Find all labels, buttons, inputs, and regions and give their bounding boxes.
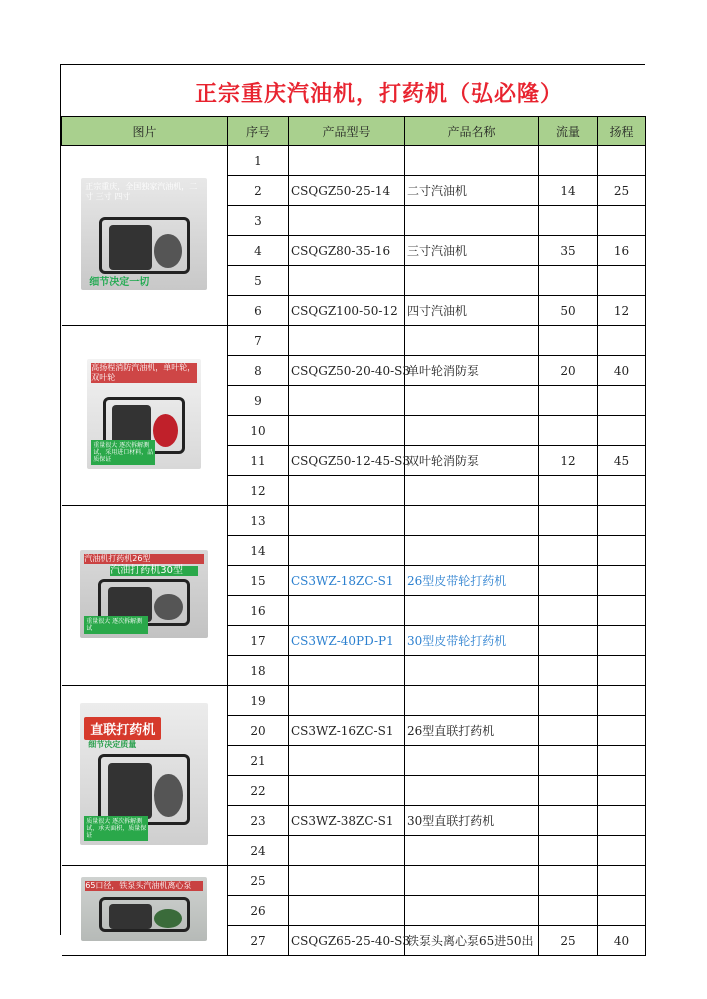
row-number: 26: [228, 896, 289, 926]
row-number: 5: [228, 266, 289, 296]
col-header-image: 图片: [62, 117, 228, 146]
row-number: 23: [228, 806, 289, 836]
product-model: CSQGZ50-12-45-S3: [289, 446, 405, 476]
head-value: [598, 866, 646, 896]
product-name: 单叶轮消防泵: [405, 356, 539, 386]
engine-shape: [108, 763, 152, 820]
product-name: [405, 326, 539, 356]
row-number: 22: [228, 776, 289, 806]
flow-value: [539, 206, 598, 236]
flow-value: [539, 836, 598, 866]
product-model: CS3WZ-16ZC-S1: [289, 716, 405, 746]
head-value: [598, 626, 646, 656]
product-name: 铁泵头离心泵65进50出: [405, 926, 539, 956]
engine-shape: [109, 225, 152, 270]
table-row: [62, 506, 646, 536]
image-footnote: 重量很大 逐次拆解测试: [84, 616, 148, 634]
row-number: 12: [228, 476, 289, 506]
row-number: 6: [228, 296, 289, 326]
product-name: [405, 506, 539, 536]
product-model: [289, 266, 405, 296]
head-value: [598, 656, 646, 686]
head-value: [598, 506, 646, 536]
image-caption: 直联打药机: [84, 717, 161, 740]
pump-head-shape: [154, 774, 182, 817]
product-name: 二寸汽油机: [405, 176, 539, 206]
product-photo: [80, 703, 208, 845]
product-photo: [81, 877, 207, 941]
row-number: 11: [228, 446, 289, 476]
flow-value: 25: [539, 926, 598, 956]
product-model: [289, 386, 405, 416]
image-subcaption: 汽油打药机30型: [110, 566, 198, 576]
product-image-cell: [62, 146, 228, 326]
head-value: [598, 746, 646, 776]
product-model: CSQGZ50-20-40-S3: [289, 356, 405, 386]
product-name: 26型直联打药机: [405, 716, 539, 746]
product-model: [289, 776, 405, 806]
head-value: [598, 416, 646, 446]
row-number: 10: [228, 416, 289, 446]
product-photo: [81, 178, 207, 290]
product-name: [405, 686, 539, 716]
title-row: [61, 65, 645, 117]
pump-head-shape: [154, 234, 182, 268]
col-header-model: 产品型号: [289, 117, 405, 146]
image-tagline: 细节决定质量: [88, 740, 137, 749]
table-row: [62, 686, 646, 716]
table-row: [62, 866, 646, 896]
flow-value: [539, 626, 598, 656]
pump-head-shape: [154, 594, 182, 620]
flow-value: [539, 596, 598, 626]
product-photo: [87, 359, 201, 469]
product-name: 26型皮带轮打药机: [405, 566, 539, 596]
head-value: 12: [598, 296, 646, 326]
flow-value: [539, 386, 598, 416]
row-number: 25: [228, 866, 289, 896]
table-row: [62, 146, 646, 176]
row-number: 2: [228, 176, 289, 206]
head-value: [598, 716, 646, 746]
head-value: [598, 836, 646, 866]
product-model: CSQGZ65-25-40-S3: [289, 926, 405, 956]
flow-value: [539, 326, 598, 356]
product-model: CSQGZ80-35-16: [289, 236, 405, 266]
flow-value: 50: [539, 296, 598, 326]
row-number: 18: [228, 656, 289, 686]
col-header-name: 产品名称: [405, 117, 539, 146]
row-number: 16: [228, 596, 289, 626]
product-model: [289, 536, 405, 566]
product-model: [289, 416, 405, 446]
product-name: [405, 776, 539, 806]
product-name: [405, 476, 539, 506]
image-caption: 汽油机打药机26型: [84, 554, 204, 564]
flow-value: [539, 866, 598, 896]
product-model: [289, 596, 405, 626]
row-number: 21: [228, 746, 289, 776]
image-footnote: 重量很大 逐次拆解测试，采用进口材料，品质保证: [93, 442, 154, 463]
head-value: [598, 386, 646, 416]
product-name: [405, 536, 539, 566]
flow-value: [539, 656, 598, 686]
flow-value: 20: [539, 356, 598, 386]
head-value: [598, 566, 646, 596]
product-model: [289, 866, 405, 896]
product-model: [289, 506, 405, 536]
head-value: [598, 206, 646, 236]
row-number: 19: [228, 686, 289, 716]
flow-value: [539, 266, 598, 296]
product-name: 双叶轮消防泵: [405, 446, 539, 476]
product-name: [405, 896, 539, 926]
product-image-cell: [62, 866, 228, 956]
product-name: [405, 836, 539, 866]
head-value: [598, 146, 646, 176]
flow-value: [539, 506, 598, 536]
product-name: [405, 146, 539, 176]
head-value: 25: [598, 176, 646, 206]
product-model: [289, 836, 405, 866]
flow-value: [539, 776, 598, 806]
product-model: CSQGZ50-25-14: [289, 176, 405, 206]
head-value: [598, 536, 646, 566]
row-number: 14: [228, 536, 289, 566]
product-model: [289, 686, 405, 716]
flow-value: 12: [539, 446, 598, 476]
image-caption: 65口径，铁泵头汽油机离心泵: [85, 881, 203, 891]
row-number: 4: [228, 236, 289, 266]
product-image-cell: [62, 326, 228, 506]
col-header-head: 扬程: [598, 117, 646, 146]
head-value: [598, 326, 646, 356]
head-value: 40: [598, 356, 646, 386]
head-value: [598, 896, 646, 926]
head-value: 16: [598, 236, 646, 266]
col-header-no: 序号: [228, 117, 289, 146]
product-name: [405, 386, 539, 416]
head-value: [598, 476, 646, 506]
product-model: [289, 476, 405, 506]
product-model: CS3WZ-40PD-P1: [289, 626, 405, 656]
row-number: 15: [228, 566, 289, 596]
head-value: [598, 596, 646, 626]
head-value: [598, 266, 646, 296]
product-name: [405, 746, 539, 776]
product-photo: [80, 550, 208, 638]
row-number: 8: [228, 356, 289, 386]
row-number: 1: [228, 146, 289, 176]
page-title: 正宗重庆汽油机，打药机（弘必隆）: [195, 82, 564, 107]
image-tagline: 细节决定一切: [89, 277, 150, 288]
image-caption: 高扬程消防汽油机，单叶轮，双叶轮: [91, 363, 196, 382]
image-caption: 正宗重庆，全国独家汽油机，二寸 三寸 四寸: [85, 182, 198, 201]
head-value: [598, 776, 646, 806]
product-name: [405, 596, 539, 626]
product-name: 三寸汽油机: [405, 236, 539, 266]
flow-value: 35: [539, 236, 598, 266]
head-value: 45: [598, 446, 646, 476]
product-name: [405, 656, 539, 686]
product-image-cell: [62, 506, 228, 686]
flow-value: 14: [539, 176, 598, 206]
row-number: 20: [228, 716, 289, 746]
product-name: [405, 266, 539, 296]
row-number: 24: [228, 836, 289, 866]
product-model: [289, 326, 405, 356]
engine-shape: [109, 904, 152, 930]
head-value: [598, 806, 646, 836]
row-number: 17: [228, 626, 289, 656]
product-model: CSQGZ100-50-12: [289, 296, 405, 326]
row-number: 3: [228, 206, 289, 236]
head-value: 40: [598, 926, 646, 956]
image-footnote: 质量很大 逐次拆解测试，承天面积，质量保证: [86, 818, 147, 839]
flow-value: [539, 566, 598, 596]
spreadsheet: [60, 64, 645, 948]
product-model: [289, 746, 405, 776]
flow-value: [539, 746, 598, 776]
product-image-cell: [62, 686, 228, 866]
table-row: [62, 326, 646, 356]
product-name: 四寸汽油机: [405, 296, 539, 326]
row-number: 7: [228, 326, 289, 356]
product-model: [289, 656, 405, 686]
flow-value: [539, 896, 598, 926]
row-number: 9: [228, 386, 289, 416]
col-header-flow: 流量: [539, 117, 598, 146]
product-table: [61, 116, 646, 956]
product-name: [405, 206, 539, 236]
product-name: [405, 866, 539, 896]
row-number: 27: [228, 926, 289, 956]
product-model: [289, 206, 405, 236]
flow-value: [539, 476, 598, 506]
product-model: CS3WZ-18ZC-S1: [289, 566, 405, 596]
product-model: [289, 896, 405, 926]
product-name: 30型皮带轮打药机: [405, 626, 539, 656]
head-value: [598, 686, 646, 716]
flow-value: [539, 806, 598, 836]
flow-value: [539, 416, 598, 446]
row-number: 13: [228, 506, 289, 536]
flow-value: [539, 146, 598, 176]
product-name: 30型直联打药机: [405, 806, 539, 836]
product-name: [405, 416, 539, 446]
flow-value: [539, 686, 598, 716]
flow-value: [539, 716, 598, 746]
header-row: [62, 117, 646, 146]
flow-value: [539, 536, 598, 566]
product-model: CS3WZ-38ZC-S1: [289, 806, 405, 836]
product-model: [289, 146, 405, 176]
